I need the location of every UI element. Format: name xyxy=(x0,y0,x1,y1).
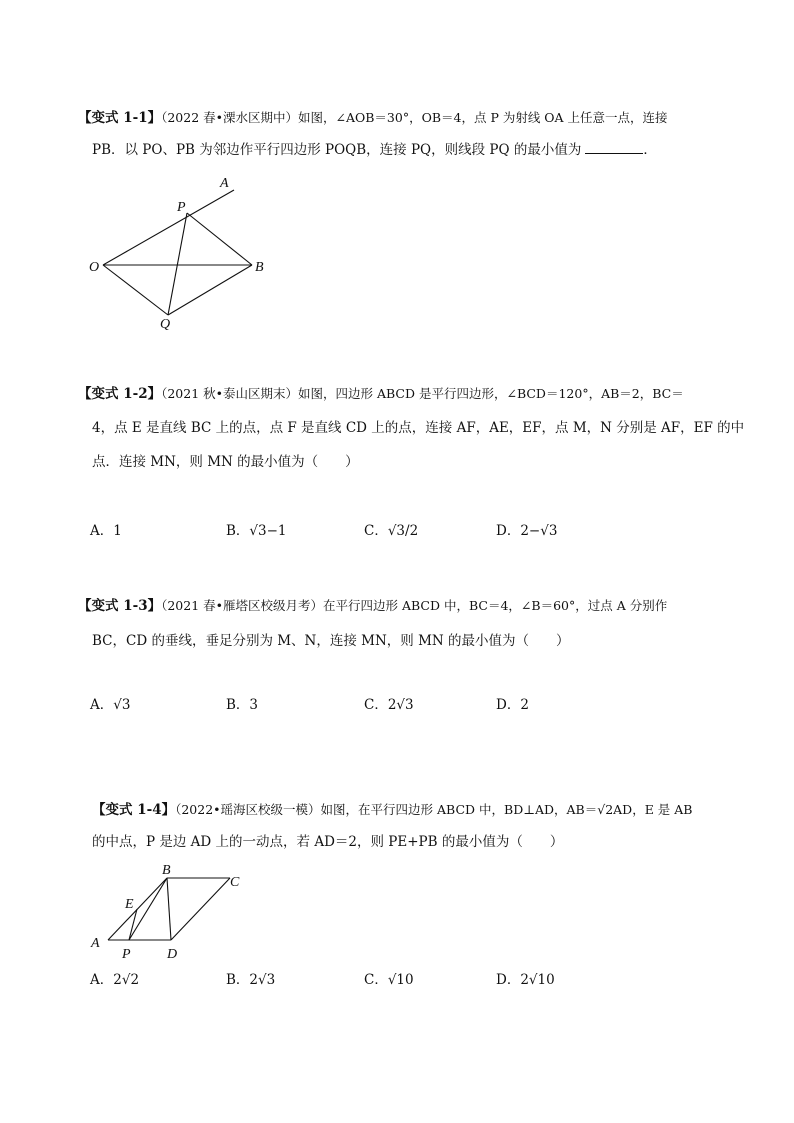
segment-cd xyxy=(171,878,230,940)
figure-parallelogram-poqb xyxy=(80,170,340,330)
problem-1-1-text-1: （2022 春•溧水区期中）如图，∠AOB＝30°，OB＝4，点 P 为射线 OA 上任意一点，连接 xyxy=(161,110,668,125)
problem-1-3-text-2: BC，CD 的垂线，垂足分别为 M、N，连接 MN，则 MN 的最小值为（ ） xyxy=(92,633,570,649)
problem-1-3-option-b[interactable]: B．3 xyxy=(226,697,259,713)
problem-1-1-text-2: PB．以 PO、PB 为邻边作平行四边形 POQB，连接 PQ，则线段 PQ 的最小值为 xyxy=(92,142,582,158)
problem-1-4-line-2 xyxy=(92,832,563,852)
problem-1-3-tag: 【变式 1-3】 xyxy=(78,598,162,614)
segment-oq xyxy=(103,265,168,315)
problem-1-2-line-3 xyxy=(92,452,359,472)
problem-1-4-line-1 xyxy=(92,800,692,820)
label-b: B xyxy=(162,863,171,878)
problem-1-2-option-b[interactable]: B．√3−1 xyxy=(226,523,287,539)
segment-qb xyxy=(168,265,252,315)
label-a: A xyxy=(91,936,100,951)
label-p: P xyxy=(177,200,186,215)
label-o: O xyxy=(89,260,100,275)
problem-1-1-period: ． xyxy=(643,142,657,158)
problem-1-4-option-c[interactable]: C．√10 xyxy=(364,972,414,988)
problem-1-3-option-d[interactable]: D．2 xyxy=(496,697,529,713)
label-b: B xyxy=(255,260,264,275)
problem-1-2-tag: 【变式 1-2】 xyxy=(78,386,162,402)
label-q: Q xyxy=(160,317,171,332)
problem-1-4-option-d[interactable]: D．2√10 xyxy=(496,972,555,988)
problem-1-2-line-1 xyxy=(78,384,684,404)
problem-1-2-text-2: 4，点 E 是直线 BC 上的点，点 F 是直线 CD 上的点，连接 AF，AE，EF，点 M，N 分别是 AF，EF 的中 xyxy=(92,420,745,436)
ray-oa xyxy=(103,190,234,265)
segment-bd xyxy=(167,878,171,940)
label-d: D xyxy=(167,947,178,962)
problem-1-3-text-1: （2021 春•雁塔区校级月考）在平行四边形 ABCD 中，BC＝4，∠B＝60°，过点 A 分别作 xyxy=(161,598,668,613)
answer-blank xyxy=(585,141,643,154)
problem-1-4-option-a[interactable]: A．2√2 xyxy=(90,972,140,988)
problem-1-2-text-1: （2021 秋•泰山区期末）如图，四边形 ABCD 是平行四边形，∠BCD＝120°，AB＝2，BC＝ xyxy=(161,386,684,401)
problem-1-3-option-a[interactable]: A．√3 xyxy=(90,697,131,713)
problem-1-4-text-2: 的中点，P 是边 AD 上的一动点，若 AD＝2，则 PE+PB 的最小值为（ ） xyxy=(92,834,564,850)
problem-1-4-option-b[interactable]: B．2√3 xyxy=(226,972,276,988)
problem-1-1-tag: 【变式 1-1】 xyxy=(78,110,162,126)
figure-parallelogram-abcd xyxy=(85,858,285,968)
problem-1-2-line-2 xyxy=(92,418,744,438)
segment-pb xyxy=(129,878,167,940)
problem-1-2-option-c[interactable]: C．√3/2 xyxy=(364,523,419,539)
label-p: P xyxy=(122,947,131,962)
problem-1-4-tag: 【变式 1-4】 xyxy=(92,802,176,818)
problem-1-2-text-3: 点．连接 MN，则 MN 的最小值为（ ） xyxy=(92,454,359,470)
problem-1-4-text-1: （2022•瑶海区校级一模）如图，在平行四边形 ABCD 中，BD⊥AD，AB＝√2AD，E 是 AB xyxy=(175,802,693,817)
label-e: E xyxy=(125,897,134,912)
problem-1-3-option-c[interactable]: C．2√3 xyxy=(364,697,414,713)
segment-ab xyxy=(108,878,167,940)
segment-pq xyxy=(168,213,187,315)
problem-1-2-option-a[interactable]: A．1 xyxy=(90,523,122,539)
label-a: A xyxy=(220,176,229,191)
segment-pb xyxy=(187,213,252,265)
label-c: C xyxy=(230,875,240,890)
problem-1-1-line-2 xyxy=(92,140,657,160)
problem-1-3-line-2 xyxy=(92,631,570,651)
problem-1-2-option-d[interactable]: D．2−√3 xyxy=(496,523,558,539)
problem-1-1-line-1 xyxy=(78,108,668,128)
problem-1-3-line-1 xyxy=(78,596,667,616)
